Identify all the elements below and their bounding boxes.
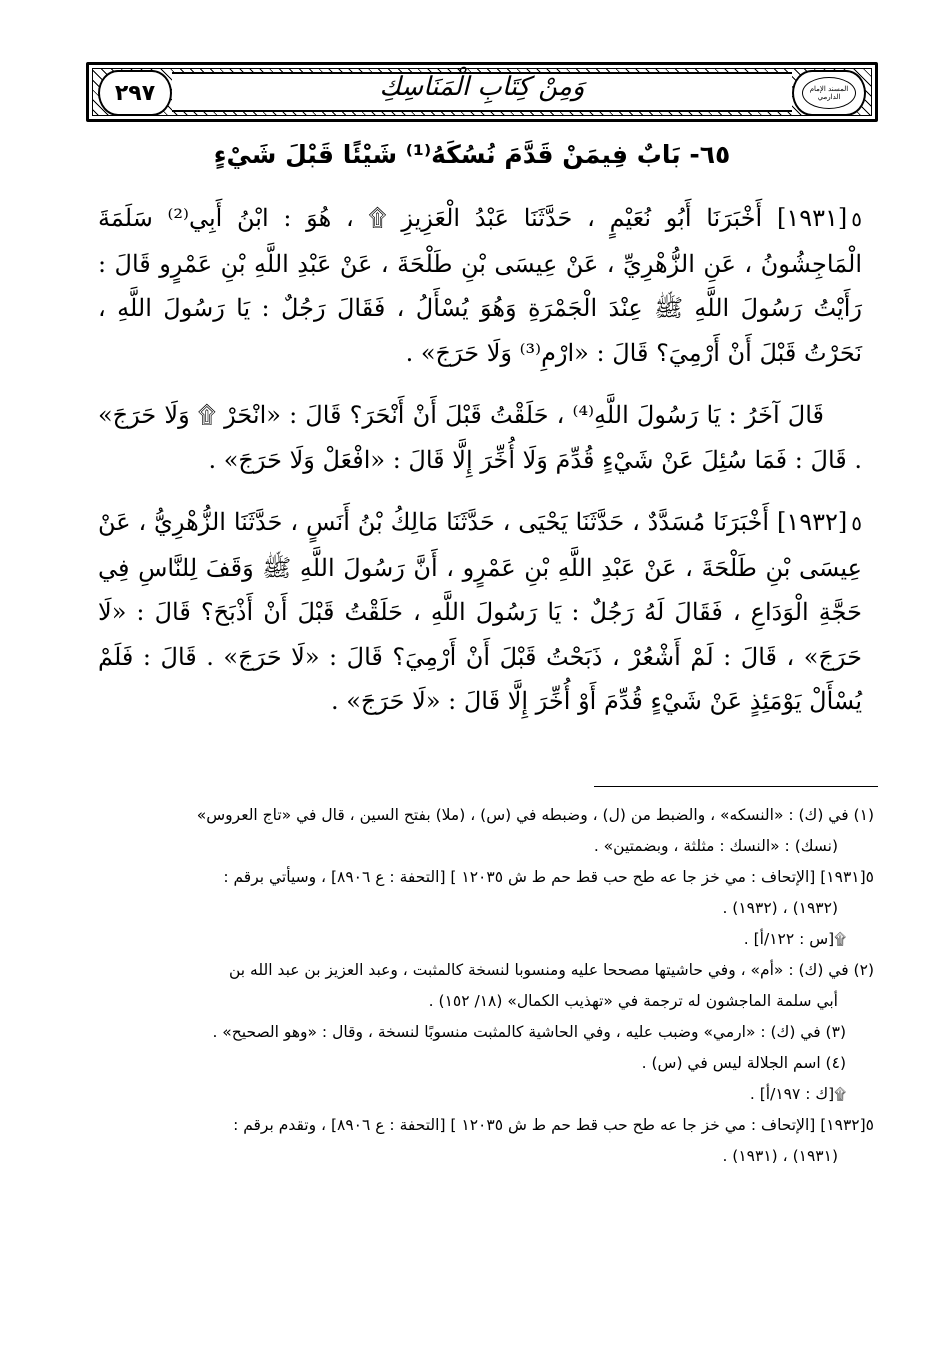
main-text	[98, 196, 862, 724]
text-line: [١٩٣١] أَخْبَرَنَا أَبُو نُعَيْمٍ ، حَدَّثَنَا عَبْدُ الْعَزِيزِ ۩ ، هُوَ : ابْنُ أَبِي⁽²⁾ سَلَمَةَ الْمَاجِشُونُ ،	[98, 204, 862, 278]
footnote-divider	[594, 786, 878, 787]
text-line: [١٩٣٢] أَخْبَرَنَا مُسَدَّدٌ ، حَدَّثَنَا يَحْيَى ، حَدَّثَنَا مَالِكُ بْنُ أَنَسٍ ، حَدَّثَنَا الزُّهْرِيُّ ، عَنْ	[98, 508, 848, 536]
footnote: ٥[١٩٣٢] [الإتحاف : مي خز جا عه طح حب قط حم ط ش ١٢٠٣٥ ] [التحفة : ع ٨٩٠٦] ، وتقدم برقم :	[233, 1116, 874, 1134]
footnote-continuation: (١٩٣١) ، (١٩٣١) .	[722, 1147, 838, 1165]
hadith-marker: ٥	[851, 207, 862, 231]
footnote: (٤) اسم الجلالة ليس في (س) .	[641, 1054, 846, 1072]
footnote: (١) في (ك) : «النسكه» ، والضبط من (ل) ، وضبطه في (س) ، (ملا) بفتح السين ، قال في «تاج العروس»	[196, 806, 874, 824]
page-header	[86, 62, 878, 122]
text-line: عِيسَى بْنِ طَلْحَةَ ، عَنْ عَبْدِ اللَّهِ بْنِ عَمْرٍو ، أَنَّ رَسُولَ اللَّهِ ﷺ وَقَفَ لِلنَّاسِ فِي حَجَّةِ	[98, 553, 862, 626]
text-line: أَشْعُرْ ، ذَبَحْتُ قَبْلَ أَنْ أَرْمِيَ؟ قَالَ : «لَا حَرَجَ» . قَالَ : فَلَمْ يُسْأَلْ يَوْمَئِذٍ عَنْ شَيْءٍ قُدِّمَ أَوْ	[98, 642, 862, 715]
footnote-continuation: (١٩٣٢) ، (١٩٣٢) .	[722, 899, 838, 917]
footnote: ٥[١٩٣١] [الإتحاف : مي خز جا عه طح حب قط حم ط ش ١٢٠٣٥ ] [التحفة : ع ٨٩٠٦] ، وسيأتي برقم :	[223, 868, 874, 886]
footnote: ۩[ك : ١٩٧/أ] .	[749, 1085, 846, 1103]
text-line: عَنِ الزُّهْرِيِّ ، عَنْ عِيسَى بْنِ طَلْحَةَ ، عَنْ عَبْدِ اللَّهِ بْنِ عَمْرٍو قَالَ : رَأَيْتُ رَسُولَ اللَّهِ ﷺ	[98, 249, 862, 322]
page-number: ٢٩٧	[114, 80, 156, 106]
hadith-paragraph	[98, 393, 862, 482]
footnote: ۩[س : ١٢٢/أ] .	[743, 930, 846, 948]
text-line: وَلَا حَرَجَ» .	[405, 338, 512, 367]
hadith-paragraph	[98, 196, 862, 375]
footnotes	[98, 800, 874, 1172]
seal-text: المسند الإمام الدارمي	[809, 85, 849, 101]
footnote-continuation: (نسك) : «النسك : مثلثة ، وبضمتين» .	[593, 837, 838, 855]
hadith-paragraph	[98, 500, 862, 724]
text-line: عِنْدَ الْجَمْرَةِ وَهُوَ يُسْأَلُ ، فَقَالَ رَجُلٌ : يَا رَسُولَ اللَّهِ ، نَحَرْتُ قَبْلَ أَنْ أَرْمِيَ؟ قَالَ : «ارْمِ⁽³⁾	[98, 294, 862, 367]
chapter-heading: ٦٥- بَابٌ فِيمَنْ قَدَّمَ نُسُكَهُ⁽¹⁾ شَيْئًا قَبْلَ شَيْءٍ	[213, 140, 731, 169]
text-line: فَمَا سُئِلَ عَنْ شَيْءٍ قُدِّمَ وَلَا أُخِّرَ إِلَّا قَالَ : «افْعَلْ وَلَا حَرَجَ» .	[208, 445, 788, 474]
hadith-marker: ٥	[851, 511, 862, 535]
running-title: وَمِنْ كِتَابِ الْمَنَاسِكِ	[379, 72, 585, 102]
footnote-continuation: أبي سلمة الماجشون له ترجمة في «تهذيب الكمال» (١٨/ ١٥٢) .	[428, 992, 838, 1010]
footnote: (٣) في (ك) : «ارمي» وضبب عليه ، وفي الحاشية كالمثبت منسوبًا لنسخة ، وقال : «وهو الصحيح» .	[212, 1023, 846, 1041]
text-line: أُخِّرَ إِلَّا قَالَ : «لَا حَرَجَ» .	[330, 687, 571, 715]
text-line: الْوَدَاعِ ، فَقَالَ لَهُ رَجُلٌ : يَا رَسُولَ اللَّهِ ، حَلَقْتُ قَبْلَ أَنْ أَذْبَحَ؟ قَالَ : «لَا حَرَجَ» ، قَالَ : لَمْ	[98, 598, 863, 671]
text-line: قَالَ آخَرُ : يَا رَسُولَ اللَّهِ⁽⁴⁾ ، حَلَقْتُ قَبْلَ أَنْ أَنْحَرَ؟ قَالَ : «انْحَرْ ۩ وَلَا حَرَجَ» . قَالَ :	[98, 401, 862, 474]
footnote: (٢) في (ك) : «أم» ، وفي حاشيتها مصححا عليه ومنسوبا لنسخة كالمثبت ، وعبد العزيز بن عبد الله بن	[229, 961, 874, 979]
